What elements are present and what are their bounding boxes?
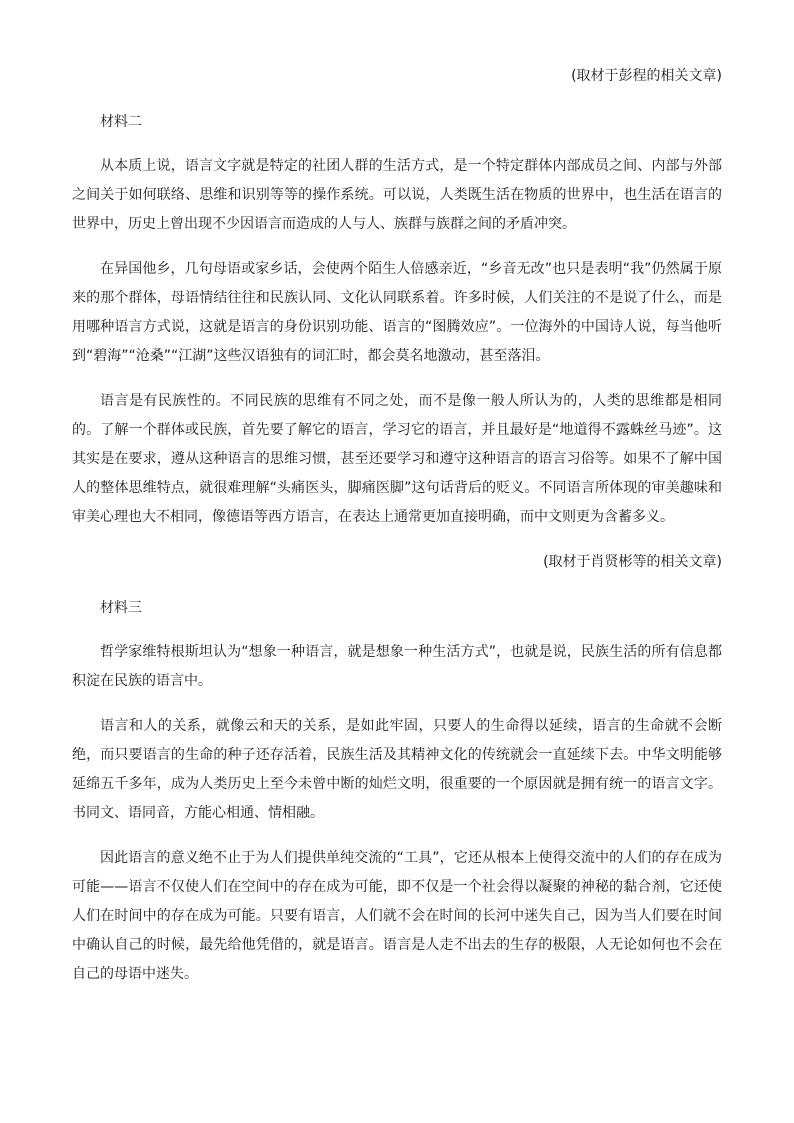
material-2-paragraph: 语言是有民族性的。不同民族的思维有不同之处，而不是像一般人所认为的，人类的思维都是相同的。了解一个群体或民族，首先要了解它的语言，学习它的语言，并且最好是“地道得不露蛛丝马迹”。这其实是在要求，遵从这种语言的思维习惯，甚至还要学习和遵守这种语言的语言习俗等。如果不了解中国人的整体思维特点，就很难理解“头痛医头，脚痛医脚”这句话背后的贬义。不同语言所体现的审美趣味和审美心理也大不相同，像德语等西方语言，在表达上通常更加直接明确，而中文则更为含蓄多义。	[72, 393, 722, 525]
material-3-paragraph: 语言和人的关系，就像云和天的关系，是如此牢固，只要人的生命得以延续，语言的生命就不会断绝，而只要语言的生命的种子还存活着，民族生活及其精神文化的传统就会一直延续下去。中华文明能够延绵五千多年，成为人类历史上至今未曾中断的灿烂文明，很重要的一个原因就是拥有统一的语言文字。书同文、语同音，方能心相通、情相融。	[72, 718, 722, 821]
material-2-paragraph: 在异国他乡，几句母语或家乡话，会使两个陌生人倍感亲近，“乡音无改”也只是表明“我”仍然属于原来的那个群体，母语情结往往和民族认同、文化认同联系着。许多时候，人们关注的不是说了什么，而是用哪种语言方式说，这就是语言的身份识别功能、语言的“图腾效应”。一位海外的中国诗人说，每当他听到“碧海”“沧桑”“江湖”这些汉语独有的词汇时，都会莫名地激动，甚至落泪。	[72, 261, 722, 364]
document-page	[72, 62, 722, 989]
material-3-heading: 材料三	[100, 600, 142, 616]
source-citation-2: (取材于肖贤彬等的相关文章)	[543, 554, 722, 570]
material-3-paragraph: 因此语言的意义绝不止于为人们提供单纯交流的“工具”，它还从根本上使得交流中的人们的存在成为可能——语言不仅使人们在空间中的存在成为可能，即不仅是一个社会得以凝聚的神秘的黏合剂，它还使人们在时间中的存在成为可能。只要有语言，人们就不会在时间的长河中迷失自己，因为当人们要在时间中确认自己的时候，最先给他凭借的，就是语言。语言是人走不出去的生存的极限，人无论如何也不会在自己的母语中迷失。	[72, 850, 722, 982]
source-citation-1: (取材于彭程的相关文章)	[571, 68, 722, 84]
material-3-paragraph: 哲学家维特根斯坦认为“想象一种语言，就是想象一种生活方式”，也就是说，民族生活的所有信息都积淀在民族的语言中。	[72, 644, 722, 689]
material-2-heading: 材料二	[100, 114, 142, 130]
material-2-paragraph: 从本质上说，语言文字就是特定的社团人群的生活方式，是一个特定群体内部成员之间、内部与外部之间关于如何联络、思维和识别等等的操作系统。可以说，人类既生活在物质的世界中，也生活在语言的世界中，历史上曾出现不少因语言而造成的人与人、族群与族群之间的矛盾冲突。	[72, 158, 722, 232]
